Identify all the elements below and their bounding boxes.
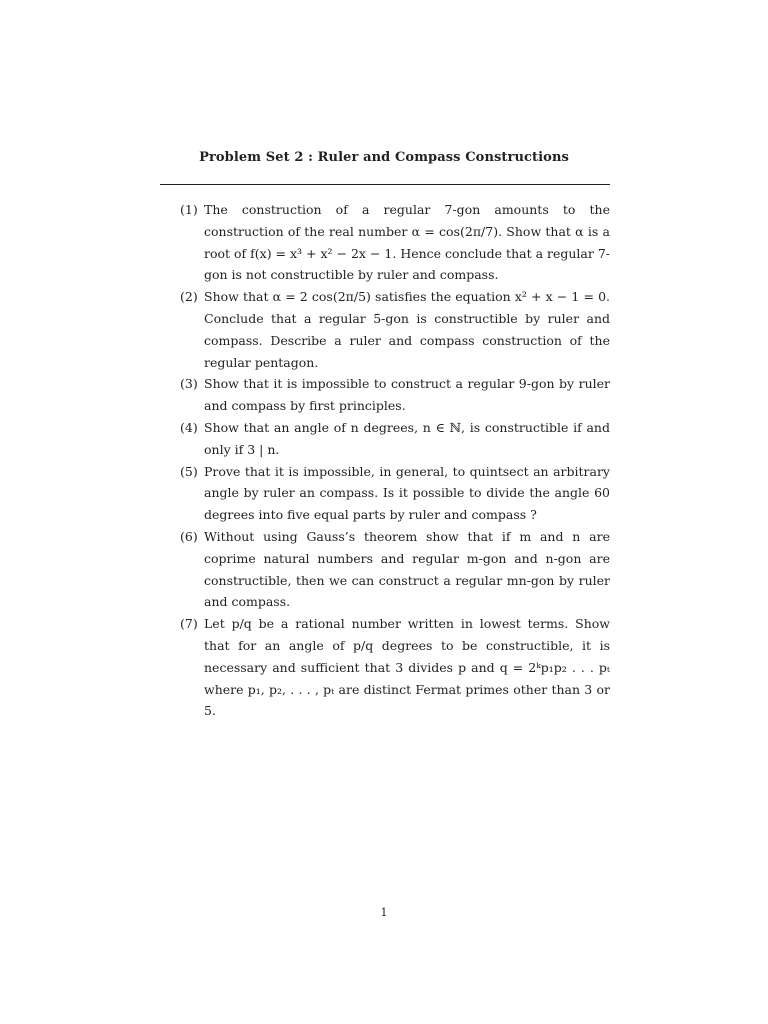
problem-item	[180, 613, 610, 722]
problem-item	[180, 199, 610, 286]
problem-number: (1)	[180, 202, 198, 217]
problem-text: Without using Gauss’s theorem show that if m and n are coprime natural numbers and regular m-gon and n-gon are constructible, then we can construct a regular mn-gon by ruler and compass.	[204, 528, 610, 610]
problem-number: (5)	[180, 463, 198, 479]
problem-number: (3)	[180, 376, 198, 392]
problem-list	[180, 199, 610, 722]
problem-number: (7)	[180, 616, 198, 632]
problem-text: The construction of a regular 7-gon amounts to the construction of the real number α = cos(2π/7). Show that α is a root of f(x) = x³ + x² − 2x − 1. Hence conclude that a regular 7-gon is not constructible by ruler and compass.	[204, 202, 610, 283]
problem-item	[180, 417, 610, 461]
problem-item	[180, 526, 610, 613]
page-title: Problem Set 2 : Ruler and Compass Constructions	[199, 150, 569, 165]
problem-text: Show that it is impossible to construct a regular 9-gon by ruler and compass by first principles.	[204, 376, 610, 414]
problem-text: Let p/q be a rational number written in lowest terms. Show that for an angle of p/q degrees to be constructible, it is necessary and sufficient that 3 divides p and q = 2ᵏp₁p₂ . . . pₜ where p₁, p₂, . . . , pₜ are distinct Fermat primes other than 3 or 5.	[204, 616, 610, 719]
problem-item	[180, 373, 610, 417]
problem-number: (6)	[180, 528, 198, 544]
problem-number: (4)	[180, 419, 198, 435]
problem-text: Show that α = 2 cos(2π/5) satisfies the equation x² + x − 1 = 0. Conclude that a regular 5-gon is constructible by ruler and compass. Describe a ruler and compass construction of the regular pentagon.	[204, 289, 610, 370]
problem-number: (2)	[180, 289, 198, 305]
problem-text: Show that an angle of n degrees, n ∈ ℕ, is constructible if and only if 3 | n.	[204, 419, 610, 457]
page-number: 1	[380, 906, 388, 919]
problem-text: Prove that it is impossible, in general, to quintsect an arbitrary angle by ruler an compass. Is it possible to divide the angle 60 degrees into five equal parts by ruler and compass ?	[204, 463, 610, 523]
problem-item	[180, 461, 610, 526]
problem-item	[180, 286, 610, 373]
title-rule	[160, 184, 610, 185]
